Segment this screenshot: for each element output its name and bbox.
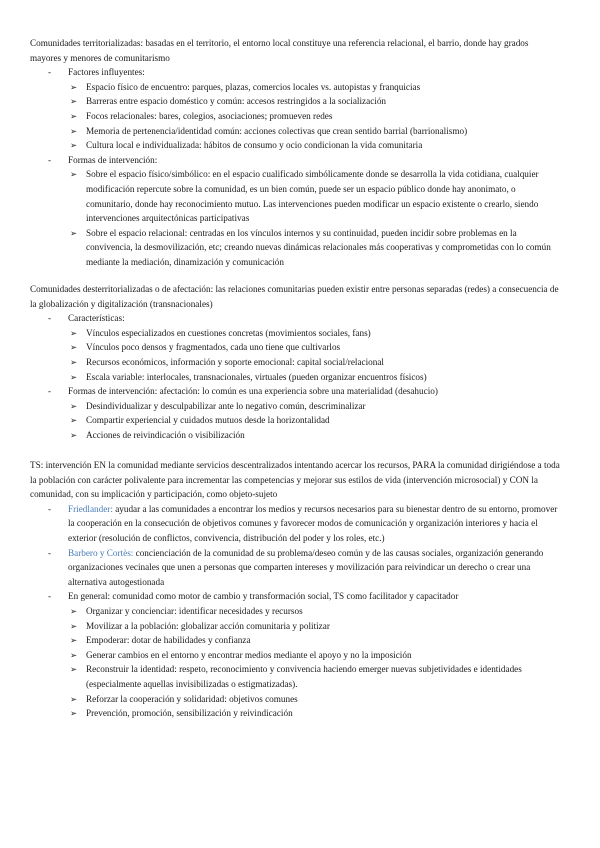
list-item (70, 94, 560, 109)
list-item-text: Vínculos especializados en cuestiones concretas (movimientos sociales, fans) (86, 327, 371, 338)
section-intro: Comunidades territorializadas: basadas en el territorio, el entorno local constituye una referencia relacional, el barrio, donde hay grados mayores y menores de comunitarismo (30, 38, 529, 63)
arrow-bullet-icon: ➢ (70, 342, 78, 353)
arrow-bullet-icon: ➢ (70, 429, 78, 440)
list-item-text: Cultura local e individualizada: hábitos de consumo y ocio condicionan la vida comunitaria (86, 140, 423, 151)
section-trabajo-social (30, 458, 560, 721)
arrow-list (68, 326, 560, 384)
list-item-text: Barreras entre espacio doméstico y común: accesos restringidos a la socialización (86, 96, 387, 107)
arrow-bullet-icon: ➢ (70, 620, 78, 631)
arrow-bullet-icon: ➢ (70, 227, 78, 238)
dash-item-friedlander (68, 502, 560, 546)
list-item (70, 648, 560, 663)
list-item-text: Organizar y concienciar: identificar necesidades y recursos (86, 605, 303, 616)
list-item-text: Reconstruir la identidad: respeto, reconocimiento y convivencia haciendo emerger nuevas subjetividades e identidades (especialmente aquellas invisibilizadas o estigmatizadas). (86, 664, 522, 689)
dash-list (30, 65, 560, 269)
arrow-bullet-icon: ➢ (70, 415, 78, 426)
list-item (70, 413, 560, 428)
list-item (70, 370, 560, 385)
author-name: Barbero y Cortès: (68, 547, 134, 558)
list-item-text: Focos relacionales: bares, colegios, asociaciones; promueven redes (86, 110, 333, 121)
list-item (70, 124, 560, 139)
list-item (70, 226, 560, 270)
arrow-list (68, 80, 560, 153)
section-territorializadas (30, 36, 560, 270)
list-item-text: Vínculos poco densos y fragmentados, cada uno tiene que cultivarlos (86, 342, 341, 353)
list-item-text: Compartir experiencial y cuidados mutuos desde la horizontalidad (86, 415, 330, 426)
list-item-text: Generar cambios en el entorno y encontrar medios mediante el apoyo y no la imposición (86, 649, 412, 660)
arrow-bullet-icon: ➢ (70, 400, 78, 411)
arrow-bullet-icon: ➢ (70, 649, 78, 660)
arrow-bullet-icon: ➢ (70, 356, 78, 367)
arrow-bullet-icon: ➢ (70, 110, 78, 121)
arrow-bullet-icon: ➢ (70, 664, 78, 675)
list-label: Características: (68, 313, 125, 324)
list-item (70, 706, 560, 721)
list-item (70, 167, 560, 225)
list-item (70, 619, 560, 634)
arrow-bullet-icon: ➢ (70, 693, 78, 704)
dash-list (30, 502, 560, 721)
list-item (70, 326, 560, 341)
arrow-bullet-icon: ➢ (70, 140, 78, 151)
list-label: Factores influyentes: (68, 67, 145, 78)
section-intro: TS: intervención EN la comunidad mediante servicios descentralizados intentando acercar los recursos, PARA la comunidad dirigiéndose a toda la población con carácter polivalente para incrementar las competencias y mejorar sus estilos de vida (intervención microsocial) y CON la comunidad, con su implicación y participación, como objeto-sujeto (30, 460, 560, 500)
list-item-text: Acciones de reivindicación o visibilización (86, 429, 245, 440)
list-item (70, 399, 560, 414)
list-item-text: Sobre el espacio físico/simbólico: en el espacio cualificado simbólicamente donde se desarrolla la vida cotidiana, cualquier modificación repercute sobre la comunidad, es un bien común, puede ser un espacio público donde hay anonimato, o comunitario, donde hay reconocimiento mutuo. Las intervenciones pueden modificar un espacio existente o crearlo, siendo intervenciones arquitectónicas participativas (86, 169, 539, 224)
arrow-bullet-icon: ➢ (70, 371, 78, 382)
arrow-bullet-icon: ➢ (70, 327, 78, 338)
dash-item-formas (68, 384, 560, 442)
list-item-text: Desindividualizar y desculpabilizar ante lo negativo común, descriminalizar (86, 400, 366, 411)
arrow-bullet-icon: ➢ (70, 708, 78, 719)
section-desterritorializadas (30, 282, 560, 443)
arrow-bullet-icon: ➢ (70, 605, 78, 616)
arrow-bullet-icon: ➢ (70, 96, 78, 107)
list-item (70, 633, 560, 648)
section-intro: Comunidades desterritorializadas o de afectación: las relaciones comunitarias pueden existir entre personas separadas (redes) a consecuencia de la globalización y digitalización (transnacionales) (30, 284, 559, 309)
list-item-text: Espacio físico de encuentro: parques, plazas, comercios locales vs. autopistas y franquicias (86, 81, 421, 92)
list-item (70, 604, 560, 619)
list-item-text: Memoria de pertenencia/identidad común: acciones colectivas que crean sentido barrial (barrionalismo) (86, 125, 468, 136)
dash-item-barbero (68, 546, 560, 590)
list-item-text: Movilizar a la población: globalizar acción comunitaria y politizar (86, 620, 330, 631)
arrow-bullet-icon: ➢ (70, 125, 78, 136)
author-name: Friedlander: (68, 503, 113, 514)
list-item-text: Prevención, promoción, sensibilización y reivindicación (86, 708, 293, 719)
arrow-list (68, 604, 560, 721)
list-item (70, 80, 560, 95)
author-text: concienciación de la comunidad de su problema/deseo común y de las causas sociales, organización generando organizaciones vecinales que unen a personas que comparten intereses y movilización para reivindicar un derecho o crear una alternativa autogestionada (68, 547, 544, 587)
list-label: Formas de intervención: (68, 154, 158, 165)
arrow-bullet-icon: ➢ (70, 169, 78, 180)
arrow-list (68, 399, 560, 443)
list-item (70, 692, 560, 707)
dash-item-factores (68, 65, 560, 153)
list-item (70, 109, 560, 124)
list-item (70, 662, 560, 691)
arrow-list (68, 167, 560, 269)
list-item (70, 355, 560, 370)
arrow-bullet-icon: ➢ (70, 635, 78, 646)
dash-item-caracteristicas (68, 311, 560, 384)
list-label: En general: comunidad como motor de cambio y transformación social, TS como facilitador y capacitador (68, 591, 459, 602)
dash-item-formas (68, 153, 560, 270)
list-item-text: Reforzar la cooperación y solidaridad: objetivos comunes (86, 693, 298, 704)
list-item-text: Escala variable: interlocales, transnacionales, virtuales (pueden organizar encuentros físicos) (86, 371, 427, 382)
list-item-text: Sobre el espacio relacional: centradas en los vínculos internos y su continuidad, pueden incidir sobre problemas en la convivencia, la desmovilización, etc; creando nuevas dinámicas relacionales más cooperativas y comprometidas con lo común mediante la mediación, dinamización y comunicación (86, 227, 551, 267)
dash-list (30, 311, 560, 442)
list-item (70, 138, 560, 153)
arrow-bullet-icon: ➢ (70, 81, 78, 92)
author-text: ayudar a las comunidades a encontrar los medios y recursos necesarios para su bienestar dentro de su entorno, promover la cooperación en la consecución de objetivos comunes y favorecer modos de comunicación y organización interiores y hacia el exterior (resolución de conflictos, convivencia, distribución del poder y los roles, etc.) (68, 503, 558, 543)
list-item (70, 340, 560, 355)
dash-item-general (68, 589, 560, 720)
list-item-text: Recursos económicos, información y soporte emocional: capital social/relacional (86, 356, 384, 367)
list-item-text: Empoderar: dotar de habilidades y confianza (86, 635, 251, 646)
list-label: Formas de intervención: afectación: lo común es una experiencia sobre una materialidad (desahucio) (68, 386, 438, 397)
list-item (70, 428, 560, 443)
